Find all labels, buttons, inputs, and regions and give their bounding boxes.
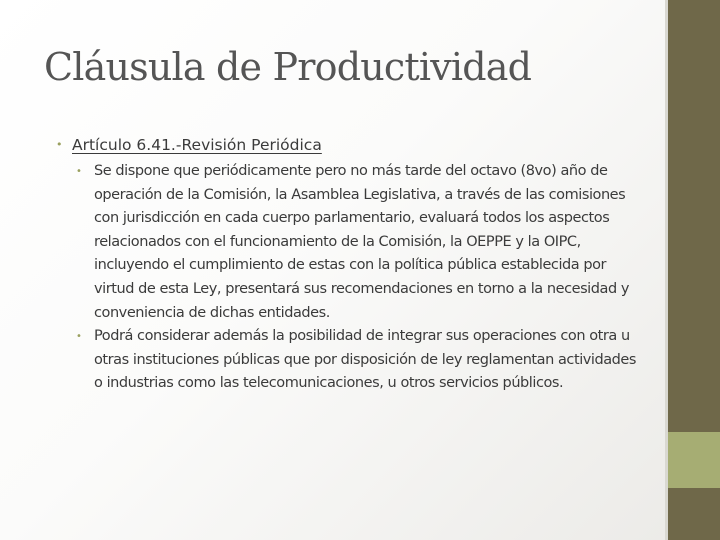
slide-title: Cláusula de Productividad — [44, 45, 532, 89]
sub-bullet-text: Podrá considerar además la posibilidad de integrar sus operaciones con otra u otras instituciones públicas que por disposición de ley reglamentan actividades o industrias como las telecomunicaciones, u otros servicios públicos. — [94, 328, 637, 392]
bullet-icon: • — [76, 166, 82, 177]
sub-bullet-item — [76, 325, 641, 396]
sub-bullet-text: Se dispone que periódicamente pero no más tarde del octavo (8vo) año de operación de la Comisión, la Asamblea Legislativa, a través de las comisiones con jurisdicción en cada cuerpo parlamentario, evaluará todos los aspectos relacionados con el funcionamiento de la Comisión, la OEPPE y la OIPC, incluyendo el cumplimiento de estas con la política pública establecida por virtud de esta Ley, presentará sus recomendaciones en torno a la necesidad y conveniencia de dichas entidades. — [94, 163, 629, 321]
bullet-icon: • — [56, 138, 63, 151]
sidebar-band-top — [668, 0, 720, 432]
article-heading: Artículo 6.41.-Revisión Periódica — [72, 136, 322, 154]
sub-bullet-item — [76, 160, 641, 325]
bullet-icon: • — [76, 331, 82, 343]
sidebar-band-bottom — [668, 488, 720, 540]
slide-content — [56, 134, 641, 396]
sub-bullet-list — [56, 160, 641, 396]
decorative-sidebar — [665, 0, 720, 540]
heading-item — [56, 134, 641, 156]
sidebar-band-middle — [668, 432, 720, 488]
